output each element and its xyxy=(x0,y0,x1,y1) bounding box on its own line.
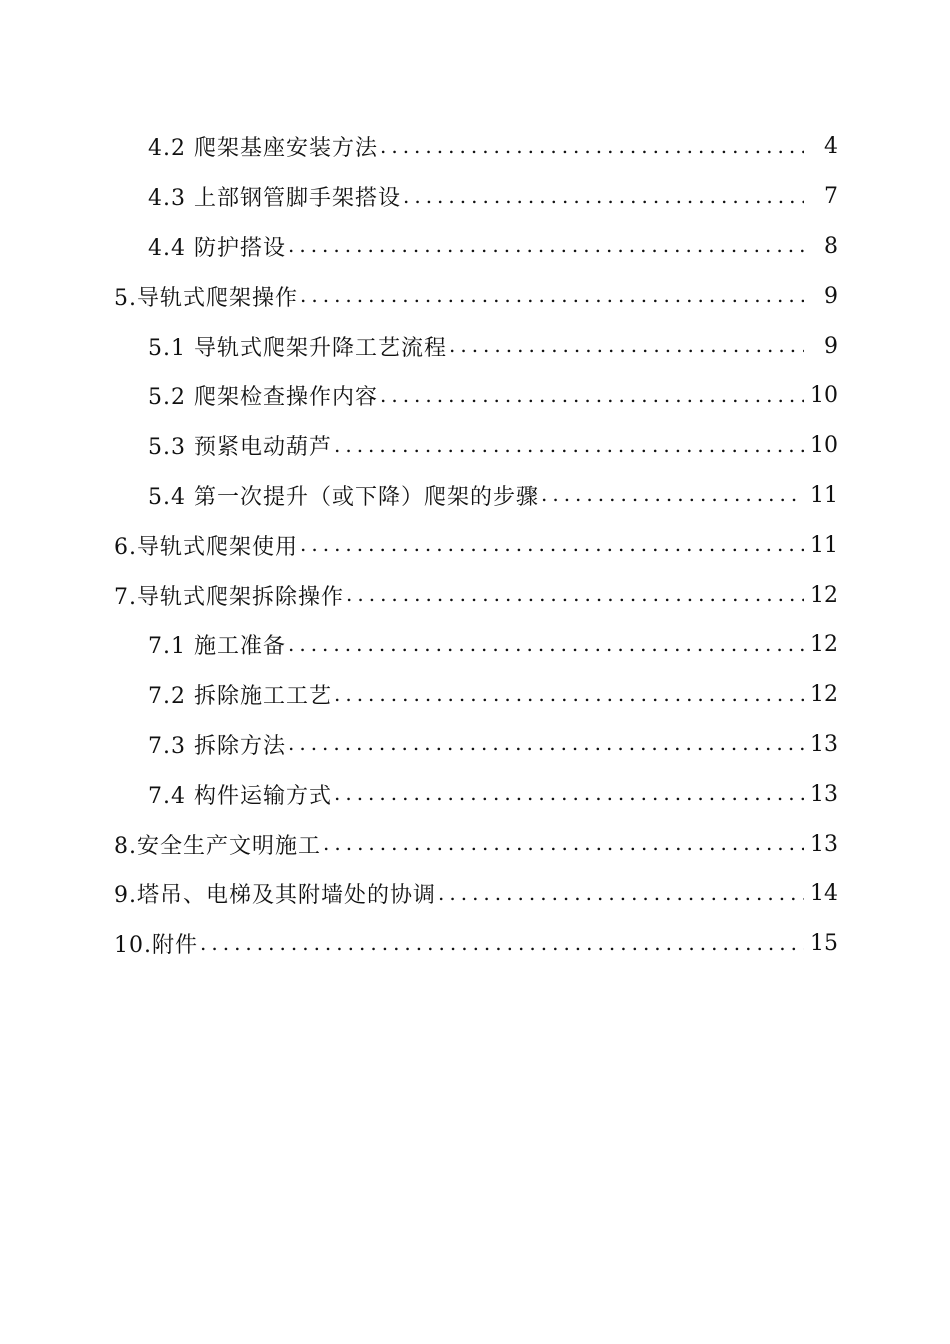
dot-leader xyxy=(449,333,804,357)
toc-entry-page: 14 xyxy=(810,881,838,907)
toc-entry[interactable] xyxy=(0,371,950,421)
toc-entry[interactable] xyxy=(0,520,950,570)
dot-leader xyxy=(300,283,804,307)
toc-entry-title: 5.1 导轨式爬架升降工艺流程 xyxy=(148,335,447,361)
toc-entry-title: 5.4 第一次提升（或下降）爬架的步骤 xyxy=(148,484,539,510)
toc-entry[interactable] xyxy=(0,421,950,471)
toc-entry[interactable] xyxy=(0,471,950,521)
toc-entry-title: 4.3 上部钢管脚手架搭设 xyxy=(148,186,401,212)
dot-leader xyxy=(334,682,804,706)
toc-entry-title: 7.2 拆除施工工艺 xyxy=(148,684,332,710)
toc-entry[interactable] xyxy=(0,222,950,272)
dot-leader xyxy=(288,632,804,656)
toc-entry[interactable] xyxy=(0,869,950,919)
dot-leader xyxy=(541,482,804,506)
toc-entry-title: 7.3 拆除方法 xyxy=(148,733,286,759)
table-of-contents xyxy=(0,122,950,969)
toc-entry-page: 7 xyxy=(824,184,838,210)
toc-entry-page: 11 xyxy=(810,482,838,508)
dot-leader xyxy=(334,433,804,457)
toc-entry-page: 11 xyxy=(810,532,838,558)
dot-leader xyxy=(380,383,804,407)
toc-entry-page: 8 xyxy=(824,233,838,259)
toc-entry-page: 10 xyxy=(810,433,838,459)
toc-entry[interactable] xyxy=(0,271,950,321)
toc-entry-page: 9 xyxy=(824,333,838,359)
toc-entry-title: 5.2 爬架检查操作内容 xyxy=(148,385,378,411)
dot-leader xyxy=(288,233,804,257)
toc-entry-page: 10 xyxy=(810,383,838,409)
toc-entry-title: 9.塔吊、电梯及其附墙处的协调 xyxy=(114,883,436,909)
dot-leader xyxy=(438,881,804,905)
toc-entry[interactable] xyxy=(0,769,950,819)
toc-entry[interactable] xyxy=(0,919,950,969)
toc-entry-page: 12 xyxy=(810,582,838,608)
toc-entry-page: 12 xyxy=(810,682,838,708)
toc-entry-title: 10.附件 xyxy=(114,933,198,959)
toc-entry-page: 4 xyxy=(824,134,838,160)
toc-entry-title: 8.安全生产文明施工 xyxy=(114,833,321,859)
dot-leader xyxy=(300,532,804,556)
toc-entry-title: 4.2 爬架基座安装方法 xyxy=(148,136,378,162)
dot-leader xyxy=(403,184,804,208)
toc-entry-page: 9 xyxy=(824,283,838,309)
toc-entry[interactable] xyxy=(0,321,950,371)
toc-entry-title: 5.3 预紧电动葫芦 xyxy=(148,435,332,461)
toc-entry-title: 5.导轨式爬架操作 xyxy=(114,285,298,311)
toc-entry-title: 7.4 构件运输方式 xyxy=(148,783,332,809)
toc-entry[interactable] xyxy=(0,172,950,222)
toc-entry-page: 12 xyxy=(810,632,838,658)
toc-entry[interactable] xyxy=(0,720,950,770)
dot-leader xyxy=(380,134,804,158)
dot-leader xyxy=(288,731,804,755)
toc-entry[interactable] xyxy=(0,670,950,720)
toc-entry-title: 7.导轨式爬架拆除操作 xyxy=(114,584,344,610)
toc-entry[interactable] xyxy=(0,122,950,172)
toc-entry[interactable] xyxy=(0,620,950,670)
dot-leader xyxy=(200,931,804,955)
toc-entry-page: 13 xyxy=(810,781,838,807)
toc-entry-title: 7.1 施工准备 xyxy=(148,634,286,660)
toc-entry-title: 4.4 防护搭设 xyxy=(148,235,286,261)
toc-entry-page: 13 xyxy=(810,731,838,757)
dot-leader xyxy=(323,831,804,855)
toc-entry-page: 15 xyxy=(810,931,838,957)
toc-entry[interactable] xyxy=(0,819,950,869)
toc-entry[interactable] xyxy=(0,570,950,620)
toc-entry-page: 13 xyxy=(810,831,838,857)
dot-leader xyxy=(334,781,804,805)
dot-leader xyxy=(346,582,804,606)
toc-entry-title: 6.导轨式爬架使用 xyxy=(114,534,298,560)
